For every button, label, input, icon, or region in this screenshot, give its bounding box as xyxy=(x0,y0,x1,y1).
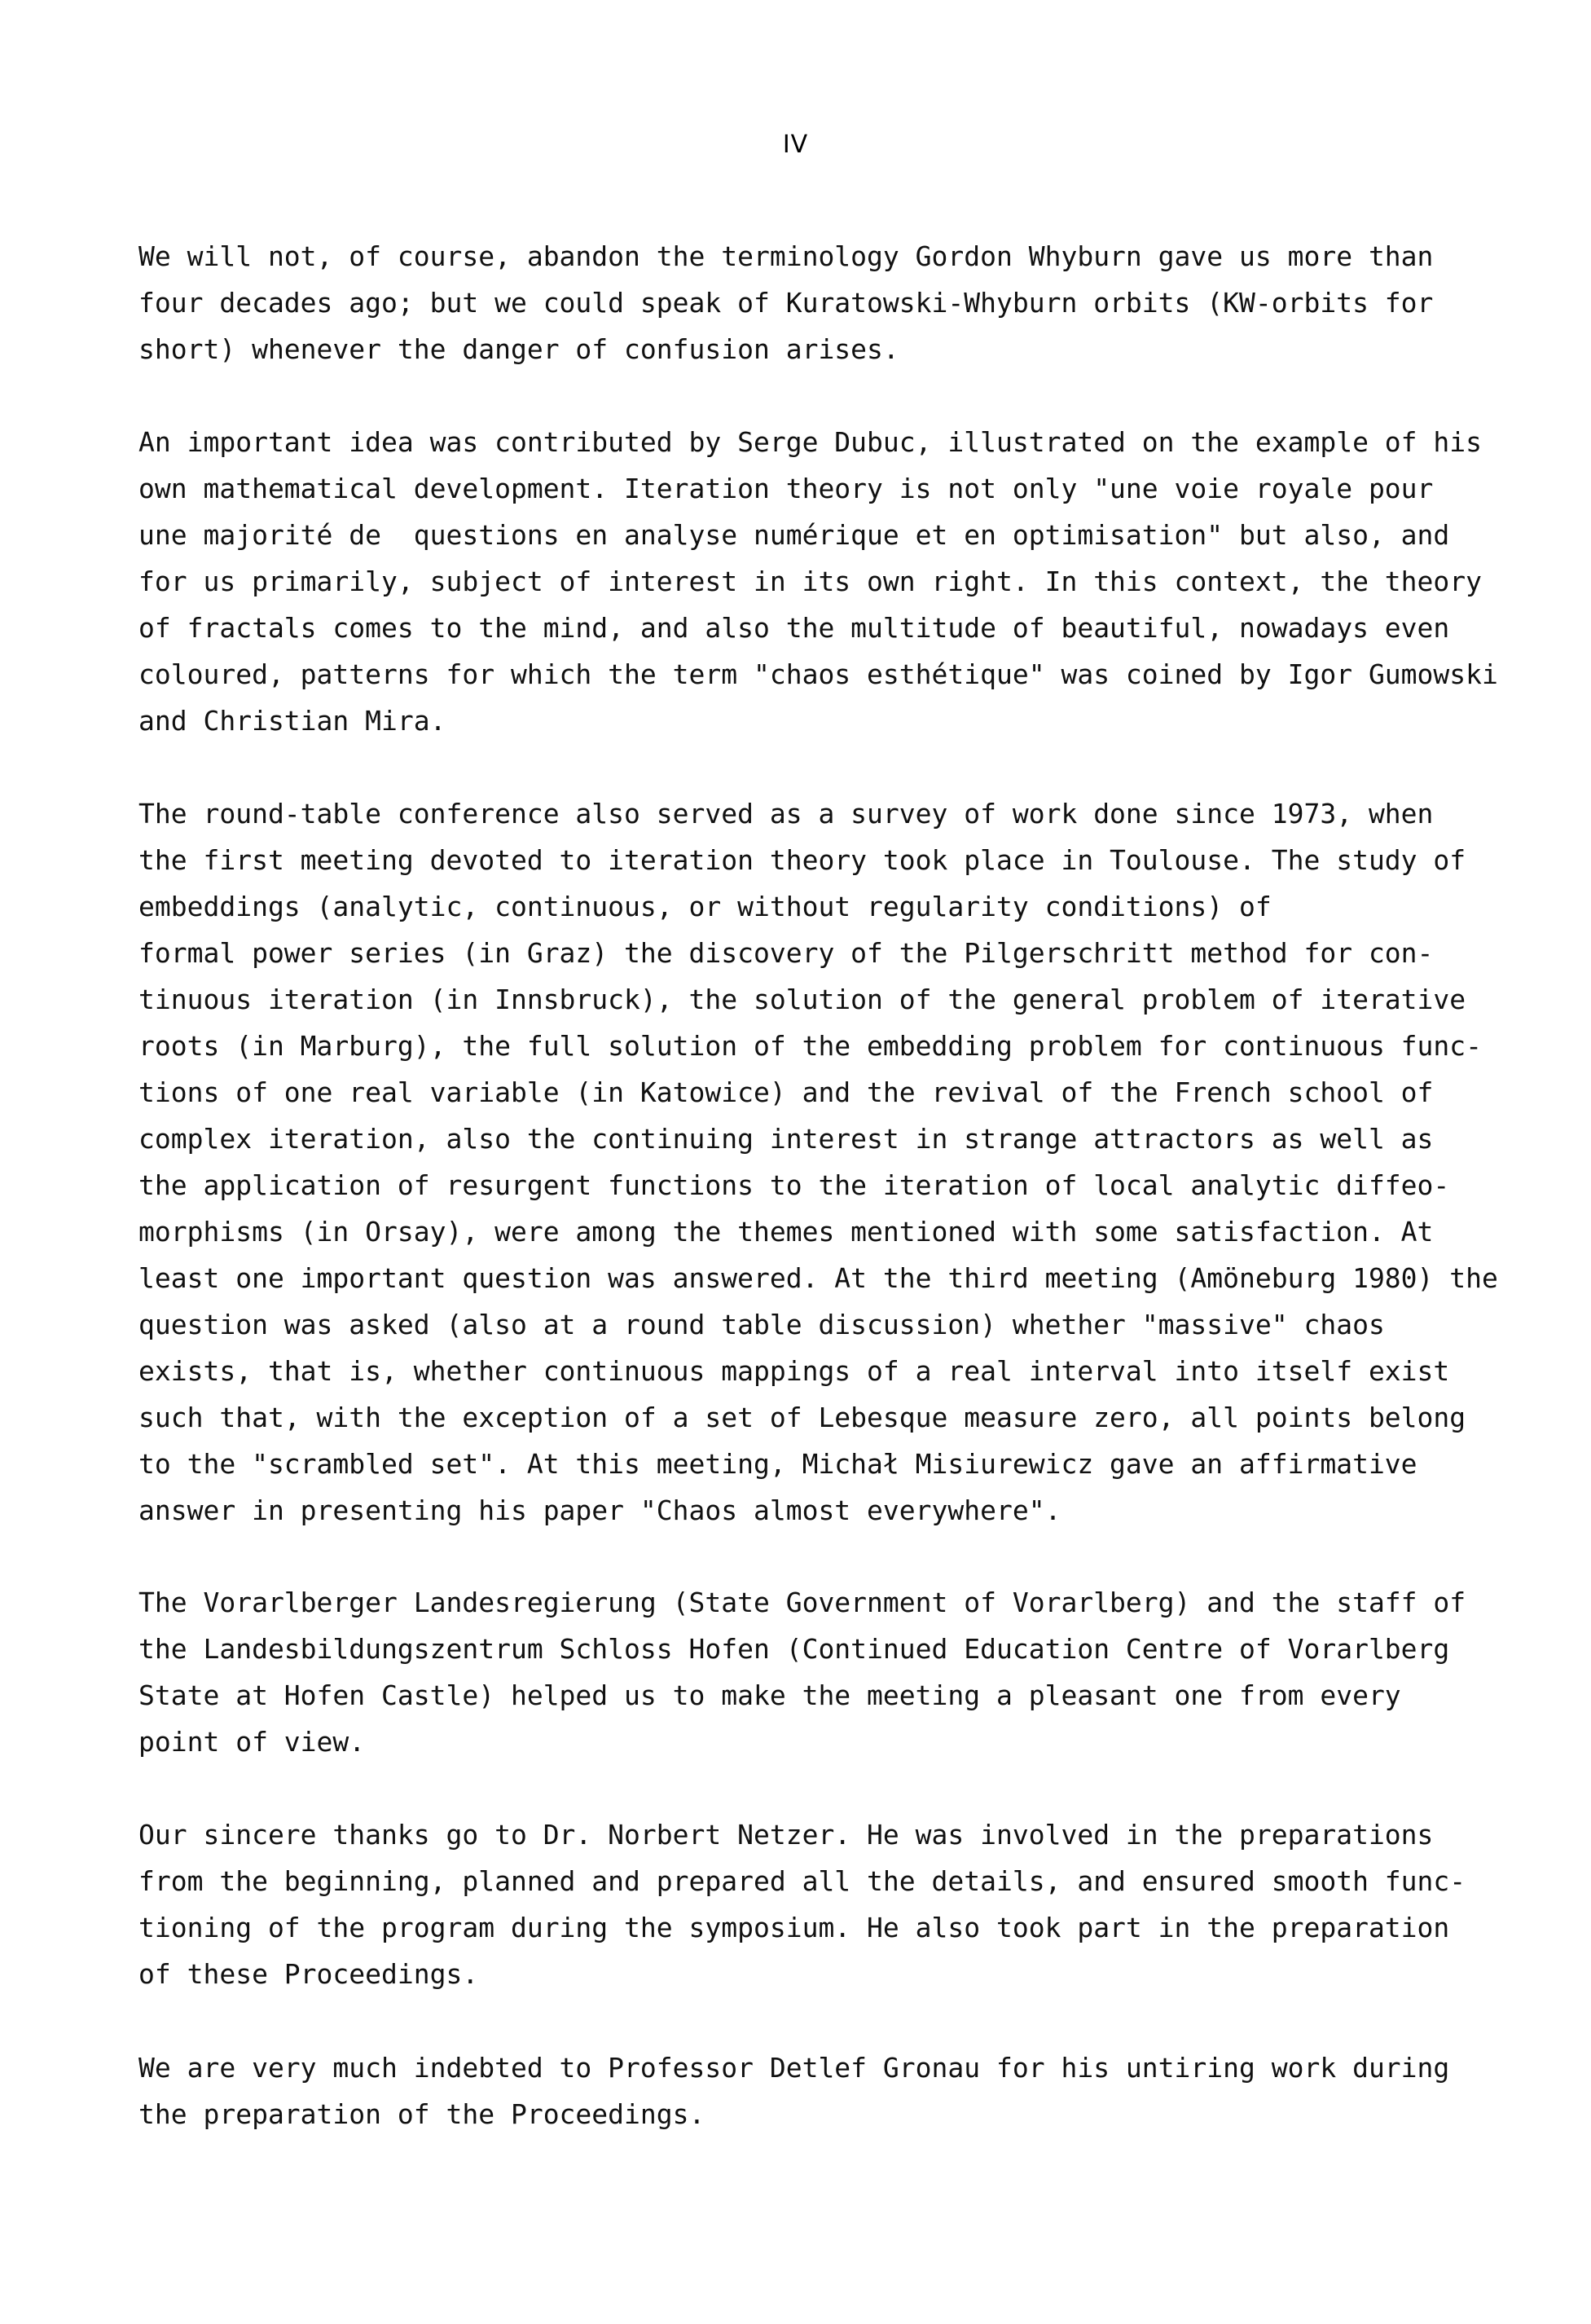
text-line: the Landesbildungszentrum Schloss Hofen (Continued Education Centre of Vorarlberg xyxy=(138,1633,1450,1665)
paragraph-vorarlberg xyxy=(138,1579,1540,1765)
text-line: for us primarily, subject of interest in its own right. In this context, the theory xyxy=(138,566,1483,597)
text-line: four decades ago; but we could speak of Kuratowski-Whyburn orbits (KW-orbits for xyxy=(138,287,1434,319)
text-line: The Vorarlberger Landesregierung (State Government of Vorarlberg) and the staff of xyxy=(138,1587,1466,1618)
text-line: complex iteration, also the continuing interest in strange attractors as well as xyxy=(138,1123,1434,1155)
text-line: of these Proceedings. xyxy=(138,1958,479,1990)
text-line: coloured, patterns for which the term "chaos esthétique" was coined by Igor Gumowski xyxy=(138,658,1498,690)
text-line: The round-table conference also served as a survey of work done since 1973, when xyxy=(138,798,1434,830)
text-line: une majorité de questions en analyse numérique et en optimisation" but also, and xyxy=(138,519,1450,551)
text-line: and Christian Mira. xyxy=(138,705,446,737)
text-line: own mathematical development. Iteration theory is not only "une voie royale pour xyxy=(138,473,1434,504)
paragraph-kw-orbits xyxy=(138,233,1540,372)
text-line: exists, that is, whether continuous mappings of a real interval into itself exist xyxy=(138,1355,1450,1387)
text-line: We will not, of course, abandon the terminology Gordon Whyburn gave us more than xyxy=(138,240,1434,272)
text-line: answer in presenting his paper "Chaos almost everywhere". xyxy=(138,1494,1061,1526)
text-line: least one important question was answered. At the third meeting (Amöneburg 1980) the xyxy=(138,1262,1498,1294)
text-line: from the beginning, planned and prepared all the details, and ensured smooth func- xyxy=(138,1865,1466,1897)
text-line: State at Hofen Castle) helped us to make the meeting a pleasant one from every xyxy=(138,1679,1401,1711)
text-line: the first meeting devoted to iteration theory took place in Toulouse. The study of xyxy=(138,844,1466,876)
text-line: An important idea was contributed by Serge Dubuc, illustrated on the example of his xyxy=(138,426,1483,458)
text-line: roots (in Marburg), the full solution of the embedding problem for continuous func- xyxy=(138,1030,1483,1062)
text-line: of fractals comes to the mind, and also the multitude of beautiful, nowadays even xyxy=(138,612,1450,644)
text-line: the preparation of the Proceedings. xyxy=(138,2098,705,2130)
paragraph-netzer xyxy=(138,1811,1540,1997)
paragraph-gronau xyxy=(138,2045,1540,2137)
text-line: short) whenever the danger of confusion arises. xyxy=(138,333,899,365)
text-line: tioning of the program during the symposium. He also took part in the preparation xyxy=(138,1912,1450,1943)
text-line: to the "scrambled set". At this meeting, Michał Misiurewicz gave an affirmative xyxy=(138,1448,1417,1480)
text-line: tinuous iteration (in Innsbruck), the solution of the general problem of iterative xyxy=(138,984,1466,1015)
paragraph-round-table xyxy=(138,790,1540,1534)
text-line: question was asked (also at a round table discussion) whether "massive" chaos xyxy=(138,1309,1385,1340)
text-line: the application of resurgent functions to the iteration of local analytic diffeo- xyxy=(138,1169,1450,1201)
text-line: point of view. xyxy=(138,1726,366,1758)
text-line: Our sincere thanks go to Dr. Norbert Netzer. He was involved in the preparations xyxy=(138,1819,1434,1851)
text-line: embeddings (analytic, continuous, or without regularity conditions) of xyxy=(138,891,1272,922)
text-line: formal power series (in Graz) the discovery of the Pilgerschritt method for con- xyxy=(138,937,1434,969)
text-line: such that, with the exception of a set of Lebesque measure zero, all points belong xyxy=(138,1402,1466,1433)
text-line: morphisms (in Orsay), were among the themes mentioned with some satisfaction. At xyxy=(138,1216,1434,1248)
page-number: IV xyxy=(782,130,809,159)
text-line: We are very much indebted to Professor Detlef Gronau for his untiring work during xyxy=(138,2052,1450,2084)
paragraph-dubuc xyxy=(138,419,1540,744)
text-line: tions of one real variable (in Katowice) and the revival of the French school of xyxy=(138,1076,1434,1108)
